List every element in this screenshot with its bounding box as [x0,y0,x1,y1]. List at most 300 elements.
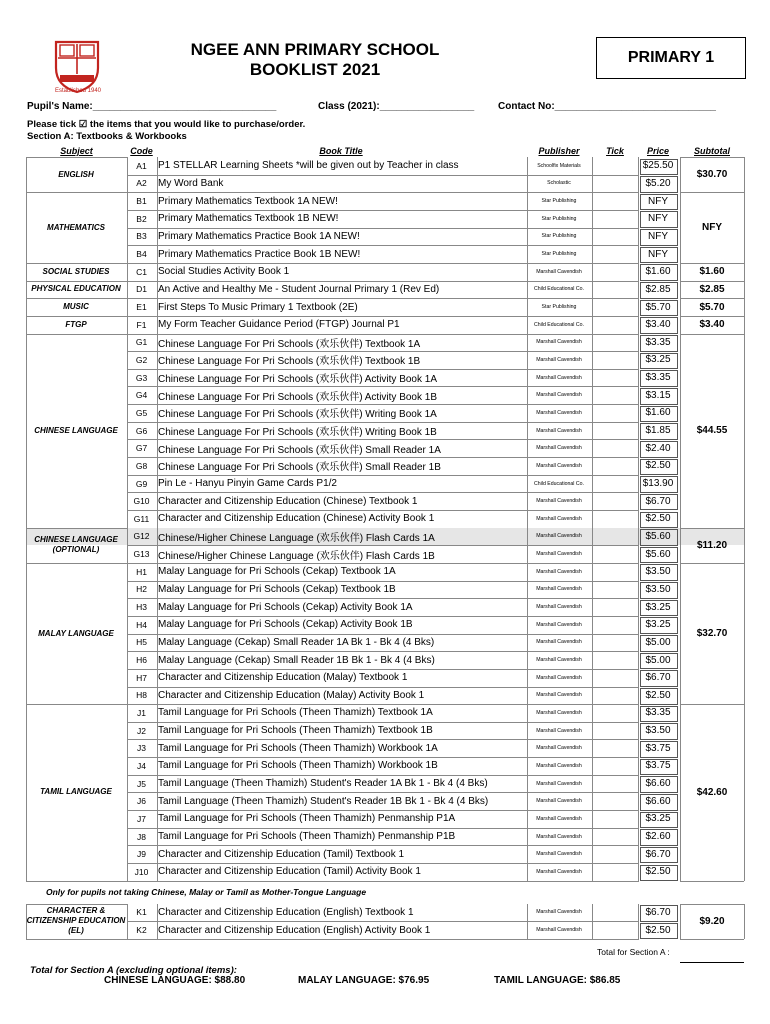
item-price: $6.60 [645,778,671,790]
tick-box[interactable] [592,757,638,775]
tick-instruction: Please tick ☑ the items that you would like to purchase/order. [27,119,306,130]
item-price: NFY [648,195,668,207]
column-divider [680,157,681,881]
item-publisher: Star Publishing [541,251,577,258]
row-divider [26,316,127,317]
item-code: K2 [136,925,147,936]
item-title: Tamil Language (Theen Thamizh) Student's Reader 1B Bk 1 - Bk 4 (4 Bks) [158,795,489,807]
row-divider [680,263,744,264]
pupil-name-field[interactable]: Pupil's Name:_________________________________ [27,101,277,112]
item-price: $3.35 [645,372,671,384]
item-publisher: Marshall Cavendish [536,462,582,469]
row-divider [26,157,127,158]
column-divider [157,904,158,939]
section-heading: Section A: Textbooks & Workbooks [27,131,187,142]
row-divider [680,192,744,193]
item-code: G9 [135,478,148,489]
row-divider [26,192,127,193]
item-price: NFY [648,248,668,260]
header-tick: Tick [606,146,624,156]
item-publisher: Child Educational Co. [534,321,584,328]
item-publisher: Marshall Cavendish [536,833,582,840]
tick-box[interactable] [592,369,638,387]
subject-label: TAMIL LANGUAGE [40,787,112,797]
column-divider [26,904,27,939]
item-price: $1.60 [645,407,671,419]
item-price: $2.40 [645,442,671,454]
item-code: A2 [136,178,147,189]
item-title: Malay Language for Pri Schools (Cekap) Textbook 1A [158,566,396,578]
tick-box[interactable] [592,687,638,705]
item-price: $3.25 [645,813,671,825]
row-divider [127,939,639,940]
subject-label: ENGLISH [58,169,94,179]
item-code: H3 [136,602,147,613]
tick-box[interactable] [592,157,638,175]
item-publisher: Marshall Cavendish [536,374,582,381]
item-publisher: Marshall Cavendish [536,639,582,646]
column-divider [527,904,528,939]
item-price: $5.00 [645,654,671,666]
item-publisher: Marshall Cavendish [536,568,582,575]
row-divider [127,881,639,882]
subtotal-value: $42.60 [696,786,728,798]
class-field[interactable]: Class (2021):_________________ [318,101,475,112]
item-code: G4 [135,390,148,401]
item-price: $1.85 [645,425,671,437]
item-publisher: Star Publishing [541,233,577,240]
item-price: $2.60 [645,831,671,842]
tick-box[interactable] [592,775,638,793]
tick-box[interactable] [592,422,638,440]
item-code: J10 [134,866,149,877]
item-price: $3.25 [645,354,671,366]
subject-label: CHINESE LANGUAGE (OPTIONAL) [34,535,118,555]
item-title: Tamil Language for Pri Schools (Theen Thamizh) Workbook 1B [158,760,438,772]
item-publisher: Marshall Cavendish [536,868,582,875]
tick-box[interactable] [592,457,638,475]
item-title: Character and Citizenship Education (Malay) Textbook 1 [158,672,408,684]
item-code: J2 [137,725,146,736]
item-code: C1 [136,266,147,277]
item-publisher: Child Educational Co. [534,480,584,487]
item-publisher: Marshall Cavendish [536,727,582,734]
item-publisher: Marshall Cavendish [536,409,582,416]
item-publisher: Child Educational Co. [534,286,584,293]
item-title: Social Studies Activity Book 1 [158,266,290,278]
level-box: PRIMARY 1 [596,37,746,79]
item-title: Malay Language for Pri Schools (Cekap) Activity Book 1A [158,601,413,613]
item-publisher: Marshall Cavendish [536,657,582,663]
item-publisher: Marshall Cavendish [536,586,582,593]
column-divider [638,904,639,939]
item-title: Character and Citizenship Education (English) Textbook 1 [158,906,414,918]
item-price: $3.40 [645,319,671,331]
item-code: B2 [136,213,147,224]
item-price: $3.50 [645,725,671,737]
tick-box[interactable] [592,404,638,422]
school-crest-logo [52,38,102,94]
header-price: Price [646,146,670,156]
tick-box[interactable] [592,904,638,922]
item-title: Character and Citizenship Education (Tamil) Activity Book 1 [158,866,421,878]
item-code: G13 [133,549,150,560]
item-code: D1 [136,284,147,295]
item-price: $1.60 [645,266,671,278]
column-divider [527,157,528,881]
item-publisher: Marshall Cavendish [536,745,582,752]
row-divider [26,528,127,529]
item-price: $3.50 [645,566,671,578]
subtotal-value: $32.70 [696,628,728,640]
item-code: H2 [136,584,147,595]
item-code: H7 [136,672,147,683]
item-code: J7 [137,813,146,824]
item-publisher: Scholastic [547,180,571,187]
item-price: $2.50 [645,513,671,525]
row-divider [680,904,744,905]
excluding-optional-label: Total for Section A (excluding optional items): [30,965,237,976]
item-title: Chinese Language For Pri Schools (欢乐伙伴) Activity Book 1B [158,391,438,403]
row-divider [26,281,127,282]
item-publisher: Marshall Cavendish [536,927,582,934]
item-publisher: Marshall Cavendish [536,498,582,505]
tick-box[interactable] [592,439,638,457]
column-divider [638,157,639,881]
item-publisher: Marshall Cavendish [536,604,582,611]
item-price: $6.70 [645,848,671,860]
item-title: Chinese Language For Pri Schools (欢乐伙伴) Writing Book 1B [158,427,437,439]
item-publisher: Star Publishing [541,215,577,222]
column-divider [26,157,27,881]
tick-box[interactable] [592,245,638,263]
item-price: $6.70 [645,672,671,684]
item-publisher: Marshall Cavendish [536,533,582,540]
item-title: An Active and Healthy Me - Student Journal Primary 1 (Rev Ed) [158,283,440,295]
tick-box[interactable] [592,845,638,863]
tick-box[interactable] [592,281,638,299]
item-publisher: Marshall Cavendish [536,268,582,275]
item-price: $5.70 [645,301,671,313]
item-code: J3 [137,743,146,754]
item-title: Primary Mathematics Practice Book 1B NEW! [158,248,361,260]
tick-box[interactable] [592,192,638,210]
header-code: Code [130,146,153,156]
item-code: H4 [136,619,147,630]
subtotal-value: $30.70 [696,169,728,181]
item-title: My Word Bank [158,177,224,189]
item-code: K1 [136,907,147,918]
school-name: NGEE ANN PRIMARY SCHOOL [190,40,440,59]
item-price: $2.50 [645,924,671,936]
item-price: NFY [648,230,668,242]
item-publisher: Marshall Cavendish [536,339,582,346]
subtotal-value: $1.60 [699,266,725,278]
tick-box[interactable] [592,175,638,193]
item-price: $3.35 [645,336,671,348]
item-price: $5.60 [645,548,671,560]
tick-box[interactable] [592,475,638,493]
item-publisher: Marshall Cavendish [536,709,582,716]
subtotal-value: $44.55 [696,425,728,437]
item-code: G3 [135,372,148,383]
malay-total: MALAY LANGUAGE: $76.95 [298,975,430,986]
row-divider [26,563,127,564]
item-publisher: Marshall Cavendish [536,909,582,916]
item-title: Primary Mathematics Textbook 1B NEW! [158,213,339,225]
subject-label: MATHEMATICS [47,222,105,232]
item-title: Chinese Language For Pri Schools (欢乐伙伴) Writing Book 1A [158,409,437,421]
item-price: $3.50 [645,583,671,595]
item-price: $3.75 [645,760,671,772]
item-publisher: Marshall Cavendish [536,427,582,434]
item-publisher: Marshall Cavendish [536,621,582,628]
item-title: Chinese Language For Pri Schools (欢乐伙伴) Small Reader 1B [158,462,441,474]
tick-box[interactable] [592,510,638,528]
row-divider [26,904,127,905]
item-title: Malay Language for Pri Schools (Cekap) Textbook 1B [158,583,396,595]
column-divider [592,157,593,881]
row-divider [26,939,127,940]
el-note: Only for pupils not taking Chinese, Malay or Tamil as Mother-Tongue Language [46,887,367,897]
item-title: Tamil Language for Pri Schools (Theen Thamizh) Penmanship P1A [158,813,456,825]
row-divider [680,316,744,317]
item-title: Chinese Language For Pri Schools (欢乐伙伴) Activity Book 1A [158,374,438,386]
item-code: B4 [136,249,147,260]
item-publisher: Marshall Cavendish [536,445,582,452]
item-code: G5 [135,407,148,418]
item-title: Chinese/Higher Chinese Language (欢乐伙伴) Flash Cards 1B [158,550,435,562]
item-code: J6 [137,796,146,807]
tick-box[interactable] [592,651,638,669]
tick-box[interactable] [592,351,638,369]
row-divider [680,157,744,158]
item-price: $6.60 [645,795,671,807]
row-divider [26,263,127,264]
tick-box[interactable] [592,545,638,563]
tick-box[interactable] [592,386,638,404]
item-publisher: Marshall Cavendish [536,851,582,858]
item-code: H6 [136,655,147,665]
item-title: Character and Citizenship Education (Tamil) Textbook 1 [158,848,405,860]
item-title: Chinese Language For Pri Schools (欢乐伙伴) Textbook 1B [158,356,421,368]
item-title: My Form Teacher Guidance Period (FTGP) Journal P1 [158,319,400,331]
row-divider [26,704,127,705]
tick-box[interactable] [592,263,638,281]
item-code: G2 [135,354,148,365]
item-code: J1 [137,707,146,718]
item-title: Pin Le - Hanyu Pinyin Game Cards P1/2 [158,478,337,489]
item-publisher: Star Publishing [541,304,577,310]
chinese-total: CHINESE LANGUAGE: $88.80 [104,975,246,986]
item-title: Chinese Language For Pri Schools (欢乐伙伴) Small Reader 1A [158,444,441,456]
item-price: $5.60 [645,530,671,542]
tick-box[interactable] [592,528,638,546]
row-divider [680,334,744,335]
item-publisher: Marshall Cavendish [536,798,582,805]
row-divider [680,939,744,940]
item-code: H5 [136,637,147,648]
column-divider [680,904,681,939]
item-title: P1 STELLAR Learning Sheets *will be given out by Teacher in class [158,160,459,172]
item-title: Primary Mathematics Practice Book 1A NEW! [158,230,360,242]
item-title: Malay Language (Cekap) Small Reader 1B Bk 1 - Bk 4 (4 Bks) [158,654,435,666]
item-code: G11 [133,513,150,524]
item-price: $3.75 [645,742,671,754]
tick-box[interactable] [592,704,638,722]
item-title: Character and Citizenship Education (Chinese) Activity Book 1 [158,513,435,525]
item-title: Malay Language (Cekap) Small Reader 1A Bk 1 - Bk 4 (4 Bks) [158,636,435,648]
subject-label: MUSIC [63,302,89,311]
subject-label: MALAY LANGUAGE [38,628,114,638]
row-divider [26,881,127,882]
column-divider [157,157,158,881]
header-subject: Subject [60,146,93,156]
contact-field[interactable]: Contact No:_____________________________ [498,101,716,112]
item-publisher: Marshall Cavendish [536,674,582,681]
subject-label: CHINESE LANGUAGE [34,425,118,435]
item-title: Tamil Language for Pri Schools (Theen Thamizh) Textbook 1B [158,725,433,737]
item-publisher: Schoolfix Materials [537,162,581,169]
item-price: $6.70 [645,495,671,507]
total-line[interactable] [680,962,744,963]
item-code: J8 [137,831,146,842]
item-price: $2.50 [645,866,671,878]
tick-box[interactable] [592,316,638,334]
subtotal-value: $2.85 [699,283,725,295]
tick-box[interactable] [592,828,638,846]
tick-box[interactable] [592,722,638,740]
item-title: Character and Citizenship Education (English) Activity Book 1 [158,924,431,936]
item-publisher: Marshall Cavendish [536,762,582,769]
column-divider [127,157,128,881]
established-text: Established 1940 [54,88,102,94]
item-title: Character and Citizenship Education (Chinese) Textbook 1 [158,495,418,507]
tick-box[interactable] [592,210,638,228]
tick-box[interactable] [592,921,638,939]
tick-box[interactable] [592,863,638,881]
header-subtotal: Subtotal [694,146,730,156]
item-publisher: Marshall Cavendish [536,515,582,522]
item-price: $25.50 [642,160,674,172]
tick-box[interactable] [592,669,638,687]
item-title: Tamil Language for Pri Schools (Theen Thamizh) Workbook 1A [158,742,438,754]
item-publisher: Marshall Cavendish [536,692,582,699]
subtotal-value: $9.20 [699,915,725,927]
item-price: $3.15 [645,389,671,401]
row-divider [26,334,127,335]
header-publisher: Publisher [538,146,580,156]
page-title [150,40,480,80]
item-code: B3 [136,231,147,242]
subtotal-value: NFY [702,222,722,234]
tick-box[interactable] [592,581,638,599]
tick-box[interactable] [592,634,638,652]
item-publisher: Marshall Cavendish [536,780,582,787]
row-divider [680,298,744,299]
item-price: NFY [648,213,668,225]
tick-box[interactable] [592,616,638,634]
item-title: Tamil Language for Pri Schools (Theen Thamizh) Textbook 1A [158,707,433,719]
tamil-total: TAMIL LANGUAGE: $86.85 [494,975,621,986]
tick-box[interactable] [592,492,638,510]
tick-box[interactable] [592,598,638,616]
subtotal-value: $5.70 [699,301,725,313]
item-code: F1 [136,319,147,330]
subject-label: PHYSICAL EDUCATION [31,284,121,294]
item-code: H1 [136,566,147,577]
subject-label: SOCIAL STUDIES [42,266,110,276]
item-price: $13.90 [642,478,674,489]
item-title: Malay Language for Pri Schools (Cekap) Activity Book 1B [158,619,413,631]
row-divider [680,881,744,882]
item-price: $5.00 [645,636,671,648]
item-code: J4 [137,760,146,771]
item-title: Tamil Language for Pri Schools (Theen Thamizh) Penmanship P1B [158,831,456,842]
item-title: First Steps To Music Primary 1 Textbook (2E) [158,301,358,313]
item-title: Primary Mathematics Textbook 1A NEW! [158,195,338,207]
item-publisher: Marshall Cavendish [536,392,582,399]
row-divider [680,281,744,282]
subtotal-value: $11.20 [696,539,728,551]
item-price: $2.50 [645,460,671,472]
tick-box[interactable] [592,228,638,246]
tick-box[interactable] [592,334,638,352]
item-price: $3.35 [645,707,671,719]
item-price: $2.85 [645,283,671,295]
item-publisher: Marshall Cavendish [536,551,582,558]
item-title: Character and Citizenship Education (Malay) Activity Book 1 [158,689,425,701]
row-divider [680,704,744,705]
row-divider [26,298,127,299]
item-price: $3.25 [645,619,671,631]
item-publisher: Star Publishing [541,198,577,205]
item-publisher: Marshall Cavendish [536,356,582,363]
item-title: Chinese/Higher Chinese Language (欢乐伙伴) Flash Cards 1A [158,532,435,544]
item-code: H8 [136,690,147,701]
row-divider [680,528,744,529]
tick-box[interactable] [592,810,638,828]
item-code: J9 [137,849,146,860]
item-code: G10 [133,496,150,507]
item-price: $3.25 [645,601,671,613]
tick-box[interactable] [592,298,638,316]
item-title: Chinese Language For Pri Schools (欢乐伙伴) Textbook 1A [158,338,421,350]
item-publisher: Marshall Cavendish [536,815,582,822]
item-code: G8 [135,460,148,471]
booklist-year: BOOKLIST 2021 [249,60,381,79]
tick-box[interactable] [592,739,638,757]
header-book-title: Book Title [319,146,363,156]
item-code: J5 [137,778,146,789]
item-title: Tamil Language (Theen Thamizh) Student's Reader 1A Bk 1 - Bk 4 (4 Bks) [158,778,488,790]
item-price: $6.70 [645,906,671,918]
column-divider [127,904,128,939]
item-price: $5.20 [645,177,671,189]
item-code: B1 [136,196,147,207]
tick-box[interactable] [592,563,638,581]
row-divider [680,563,744,564]
item-code: G6 [135,425,148,436]
item-code: G12 [133,531,150,542]
column-divider [592,904,593,939]
item-code: G7 [135,443,148,454]
item-code: E1 [136,302,147,312]
tick-box[interactable] [592,792,638,810]
subject-label: CHARACTER & CITIZENSHIP EDUCATION (EL) [26,906,126,936]
column-divider [744,904,745,939]
subject-label: FTGP [65,319,87,329]
